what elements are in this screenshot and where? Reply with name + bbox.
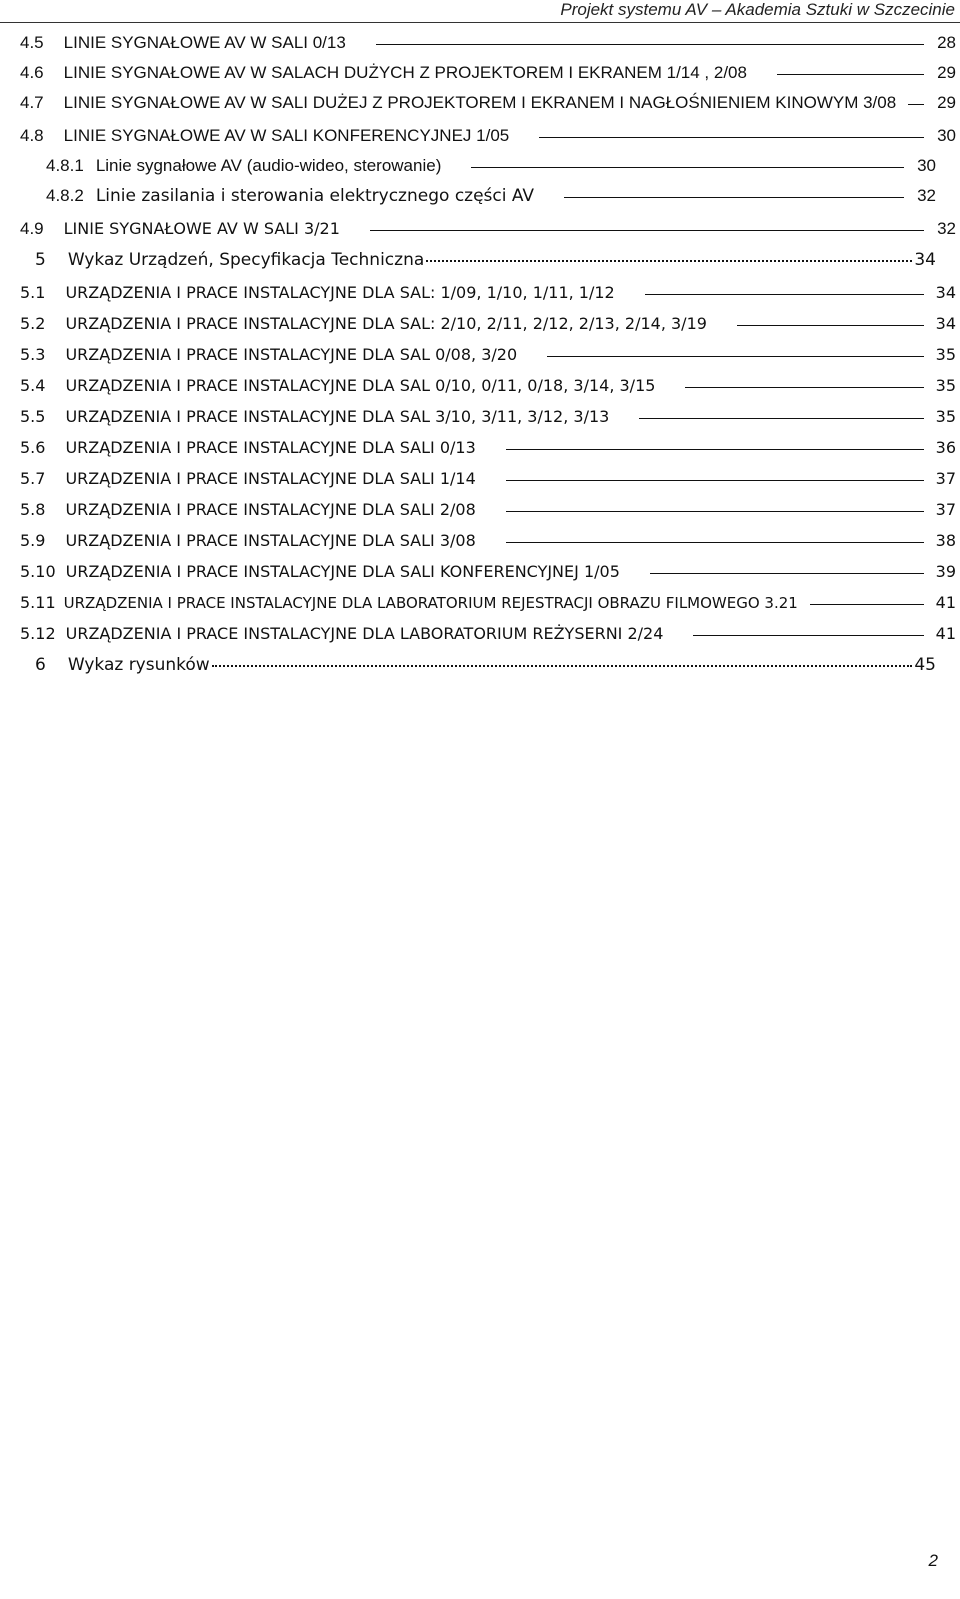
toc-entry-title: URZĄDZENIA I PRACE INSTALACYJNE DLA SAL: 1/09, 1/10, 1/11, 1/12 <box>65 283 615 302</box>
toc-entry-page: 34 <box>914 250 936 270</box>
toc-leader-line <box>506 541 924 543</box>
toc-entry[interactable] <box>20 531 956 561</box>
toc-entry[interactable] <box>46 186 936 216</box>
toc-entry-number: 4.8 <box>20 126 44 145</box>
toc-entry-number: 5.2 <box>20 314 46 333</box>
toc-entry-title: URZĄDZENIA I PRACE INSTALACYJNE DLA LABORATORIUM REŻYSERNI 2/24 <box>65 624 664 643</box>
toc-entry-title: LINIE SYGNAŁOWE AV W SALACH DUŻYCH Z PROJEKTOREM I EKRANEM 1/14 , 2/08 <box>63 63 747 82</box>
toc-entry-page: 36 <box>935 438 956 457</box>
toc-entry[interactable] <box>20 376 956 406</box>
toc-entry-title: Linie sygnałowe AV (audio-wideo, sterowanie) <box>95 156 442 175</box>
toc-entry[interactable] <box>35 250 936 280</box>
toc-entry-number: 5.3 <box>20 345 46 364</box>
toc-leader-line <box>810 603 924 605</box>
toc-entry-title: URZĄDZENIA I PRACE INSTALACYJNE DLA SAL 0/08, 3/20 <box>65 345 518 364</box>
toc-entry[interactable] <box>20 469 956 499</box>
toc-entry-number: 5.6 <box>20 438 46 457</box>
toc-entry[interactable] <box>35 655 936 685</box>
toc-leader-line <box>370 229 924 231</box>
toc-entry-number: 5.8 <box>20 500 46 519</box>
toc-entry-page: 30 <box>937 126 956 145</box>
toc-entry-title: URZĄDZENIA I PRACE INSTALACYJNE DLA SALI KONFERENCYJNEJ 1/05 <box>65 562 620 581</box>
toc-entry-number: 4.9 <box>20 219 44 238</box>
toc-leader-line <box>564 196 904 198</box>
toc-entry-number: 5.5 <box>20 407 46 426</box>
toc-leader-line <box>777 73 924 75</box>
page-header <box>0 0 960 23</box>
toc-entry-number: 5.11 <box>20 593 56 612</box>
toc-entry-number: 5.7 <box>20 469 46 488</box>
toc-entry-title: URZĄDZENIA I PRACE INSTALACYJNE DLA SALI 2/08 <box>65 500 476 519</box>
toc-entry-number: 5 <box>35 250 46 270</box>
toc-entry-title: Wykaz Urządzeń, Specyfikacja Techniczna <box>67 250 425 270</box>
toc-leader-line <box>639 417 924 419</box>
toc-entry-number: 4.8.2 <box>46 186 84 205</box>
toc-entry[interactable] <box>20 33 956 63</box>
toc-entry[interactable] <box>46 156 936 186</box>
toc-entry[interactable] <box>20 562 956 592</box>
toc-entry-page: 38 <box>935 531 956 550</box>
toc-leader-line <box>547 355 924 357</box>
toc-entry-number: 4.8.1 <box>46 156 84 175</box>
toc-entry[interactable] <box>20 593 956 623</box>
toc-entry-number: 5.4 <box>20 376 46 395</box>
toc-entry-page: 35 <box>935 376 956 395</box>
toc-entry-page: 35 <box>935 407 956 426</box>
toc-leader-line <box>539 136 924 138</box>
toc-entry-page: 39 <box>935 562 956 581</box>
toc-entry[interactable] <box>20 407 956 437</box>
toc-entry-title: URZĄDZENIA I PRACE INSTALACYJNE DLA SALI 3/08 <box>65 531 476 550</box>
toc-entry-page: 28 <box>937 33 956 52</box>
toc-entry[interactable] <box>20 624 956 654</box>
toc-entry-title: URZĄDZENIA I PRACE INSTALACYJNE DLA SAL 3/10, 3/11, 3/12, 3/13 <box>65 407 610 426</box>
toc-leader-line <box>506 448 924 450</box>
toc-entry-page: 30 <box>917 156 936 175</box>
toc-entry-page: 37 <box>935 469 956 488</box>
toc-entry-title: URZĄDZENIA I PRACE INSTALACYJNE DLA SAL: 2/10, 2/11, 2/12, 2/13, 2/14, 3/19 <box>65 314 707 333</box>
toc-leader-line <box>693 634 924 636</box>
toc-entry-title: URZĄDZENIA I PRACE INSTALACYJNE DLA LABORATORIUM REJESTRACJI OBRAZU FILMOWEGO 3.21 <box>63 594 798 612</box>
toc-entry-title: URZĄDZENIA I PRACE INSTALACYJNE DLA SALI 1/14 <box>65 469 476 488</box>
toc-entry-title: LINIE SYGNAŁOWE AV W SALI 3/21 <box>63 219 340 238</box>
toc-entry-number: 4.6 <box>20 63 44 82</box>
toc-entry-number: 4.5 <box>20 33 44 52</box>
toc-entry-page: 45 <box>914 655 936 675</box>
toc-entry-number: 5.10 <box>20 562 56 581</box>
toc-leader-line <box>908 103 924 105</box>
toc-entry[interactable] <box>20 314 956 344</box>
toc-leader-line <box>737 324 924 326</box>
toc-entry[interactable] <box>20 63 956 93</box>
toc-entry-page: 32 <box>937 219 956 238</box>
toc-leader-line <box>471 166 904 168</box>
toc-entry[interactable] <box>20 126 956 156</box>
toc-entry-page: 35 <box>935 345 956 364</box>
toc-entry-title: LINIE SYGNAŁOWE AV W SALI 0/13 <box>63 33 346 52</box>
toc-leader-dots <box>212 664 912 667</box>
toc-leader-line <box>376 43 924 45</box>
toc-entry-title: LINIE SYGNAŁOWE AV W SALI DUŻEJ Z PROJEKTOREM I EKRANEM I NAGŁOŚNIENIEM KINOWYM 3/08 <box>63 93 897 112</box>
toc-entry-number: 5.9 <box>20 531 46 550</box>
toc-entry-title: URZĄDZENIA I PRACE INSTALACYJNE DLA SAL 0/10, 0/11, 0/18, 3/14, 3/15 <box>65 376 656 395</box>
toc-entry-page: 34 <box>935 283 956 302</box>
toc-entry[interactable] <box>20 283 956 313</box>
toc-entry-page: 34 <box>935 314 956 333</box>
toc-entry-page: 29 <box>937 63 956 82</box>
toc-entry-title: Linie zasilania i sterowania elektrycznego części AV <box>95 186 535 206</box>
toc-leader-line <box>685 386 924 388</box>
toc-leader-line <box>645 293 924 295</box>
toc-entry-number: 5.12 <box>20 624 56 643</box>
toc-entry-page: 41 <box>935 624 956 643</box>
toc-leader-line <box>650 572 924 574</box>
toc-entry[interactable] <box>20 438 956 468</box>
toc-leader-line <box>506 510 924 512</box>
toc-leader-line <box>506 479 924 481</box>
toc-entry[interactable] <box>20 345 956 375</box>
toc-entry-page: 29 <box>937 93 956 112</box>
page-number: 2 <box>928 1551 938 1570</box>
toc-entry-title: URZĄDZENIA I PRACE INSTALACYJNE DLA SALI 0/13 <box>65 438 476 457</box>
toc-entry-page: 32 <box>917 186 936 205</box>
toc-entry[interactable] <box>20 219 956 249</box>
toc-entry-title: LINIE SYGNAŁOWE AV W SALI KONFERENCYJNEJ 1/05 <box>63 126 510 145</box>
header-title: Projekt systemu AV – Akademia Sztuki w Szczecinie <box>560 0 955 19</box>
toc-entry-number: 6 <box>35 655 46 675</box>
toc-entry[interactable] <box>20 93 956 123</box>
toc-leader-dots <box>426 259 912 262</box>
toc-entry-page: 41 <box>935 593 956 612</box>
toc-entry-title: Wykaz rysunków <box>67 655 210 675</box>
toc-entry[interactable] <box>20 500 956 530</box>
toc-entry-number: 5.1 <box>20 283 46 302</box>
toc-entry-number: 4.7 <box>20 93 44 112</box>
toc-entry-page: 37 <box>935 500 956 519</box>
